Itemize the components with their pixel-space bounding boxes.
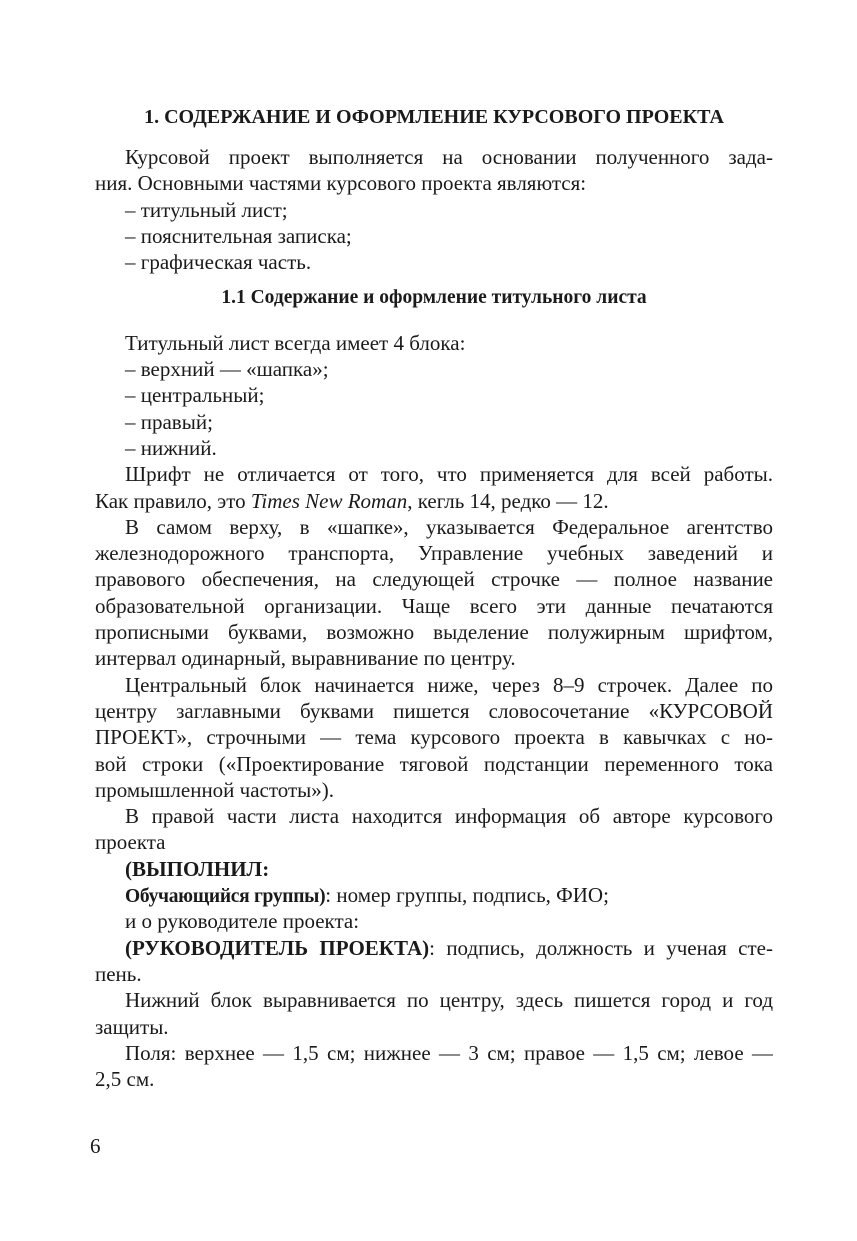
text-span: – центральный; [125,383,265,408]
text-line [95,908,773,934]
text-line [95,803,773,829]
text-line [95,1040,773,1066]
text-span: – правый; [125,409,213,434]
text-span: ния. Основными частями курсового проекта являются: [95,171,587,196]
text-line [95,330,773,356]
paragraph [95,435,773,461]
emphasis-text: Обучающийся группы) [125,886,326,908]
paragraph [95,672,773,803]
text-line [95,935,773,961]
text-span: железнодорожного транспорта, Управление учебных заведений и [95,541,773,566]
text-span: Нижний блок выравнивается по центру, здесь пишется город и год [125,988,773,1013]
text-line [95,882,773,908]
text-line [95,829,773,855]
text-span: Как правило, это [95,488,251,513]
paragraph [95,1040,773,1093]
text-span: и о руководителе проекта: [125,909,360,934]
paragraph [95,330,773,356]
text-span: Поля: верхнее — 1,5 см; нижнее — 3 см; правое — 1,5 см; левое — [125,1040,773,1065]
text-span: защиты. [95,1014,169,1039]
text-line [95,619,773,645]
paragraph [95,856,773,882]
content [95,144,773,1092]
text-line [95,777,773,803]
paragraph [95,382,773,408]
paragraph [95,409,773,435]
page-number: 6 [90,1134,101,1158]
text-line [95,540,773,566]
text-span: правового обеспечения, на следующей строчке — полное название [95,567,773,592]
text-line [95,1066,773,1092]
text-line [95,223,773,249]
subsection-heading: 1.1 Содержание и оформление титульного листа [221,287,647,309]
text-line [95,461,773,487]
text-line [95,856,773,882]
paragraph [95,803,773,856]
text-line [95,356,773,382]
text-line [95,698,773,724]
text-line [95,987,773,1013]
text-line [95,724,773,750]
text-span: Центральный блок начинается ниже, через 8–9 строчек. Далее по [125,672,773,697]
text-span: прописными буквами, возможно выделение полужирным шрифтом, [95,620,773,645]
text-span: : подпись, должность и ученая сте- [429,935,773,960]
text-span: центру заглавными буквами пишется словосочетание «КУРСОВОЙ [95,698,773,723]
text-line [95,197,773,223]
text-span: В самом верху, в «шапке», указывается Федеральное агентство [125,514,773,539]
text-span: – титульный лист; [125,197,288,222]
text-span: Курсовой проект выполняется на основании полученного зада- [125,145,773,169]
paragraph [95,908,773,934]
paragraph [95,461,773,514]
text-line [95,435,773,461]
paragraph [95,935,773,988]
text-span: промышленной частоты»). [95,777,335,802]
text-line [95,1014,773,1040]
text-span: – графическая часть. [125,250,312,275]
text-line [95,593,773,619]
text-span: проекта [95,830,166,855]
text-line [95,645,773,671]
text-line [95,249,773,275]
text-span: – верхний — «шапка»; [125,357,329,382]
paragraph [95,514,773,672]
text-span: – нижний. [125,435,217,460]
text-span: вой строки («Проектирование тяговой подстанции переменного тока [95,751,773,776]
text-line [95,514,773,540]
text-span: – пояснительная записка; [125,223,352,248]
text-line [95,672,773,698]
paragraph [95,144,773,197]
page-body [95,103,773,1092]
text-line [95,751,773,777]
text-line [95,566,773,592]
text-span: Шрифт не отличается от того, что применяется для всей работы. [125,462,773,487]
text-line [95,409,773,435]
text-span: образовательной организации. Чаще всего эти данные печатаются [95,593,773,618]
text-span: , кегль 14, редко — 12. [407,488,609,513]
text-span: : номер группы, подпись, ФИО; [325,883,609,908]
section-heading: 1. СОДЕРЖАНИЕ И ОФОРМЛЕНИЕ КУРСОВОГО ПРОЕКТА [144,106,724,128]
paragraph [95,249,773,275]
text-line [95,488,773,514]
paragraph [95,882,773,908]
paragraph [95,987,773,1040]
text-line [95,144,773,170]
emphasis-text: (ВЫПОЛНИЛ: [125,856,270,881]
text-span: 2,5 см. [95,1067,155,1092]
text-line [95,170,773,196]
text-span: ПРОЕКТ», строчными — тема курсового проекта в кавычках с но- [95,725,773,750]
emphasis-text: (РУКОВОДИТЕЛЬ ПРОЕКТА) [125,935,430,960]
text-span: интервал одинарный, выравнивание по центру. [95,646,516,671]
emphasis-text: Times New Roman [250,488,408,513]
text-line [95,382,773,408]
text-span: Титульный лист всегда имеет 4 блока: [125,330,466,355]
paragraph [95,197,773,223]
paragraph [95,223,773,249]
text-span: В правой части листа находится информация об авторе курсового [125,804,773,829]
paragraph [95,356,773,382]
text-span: пень. [95,961,142,986]
text-line [95,961,773,987]
